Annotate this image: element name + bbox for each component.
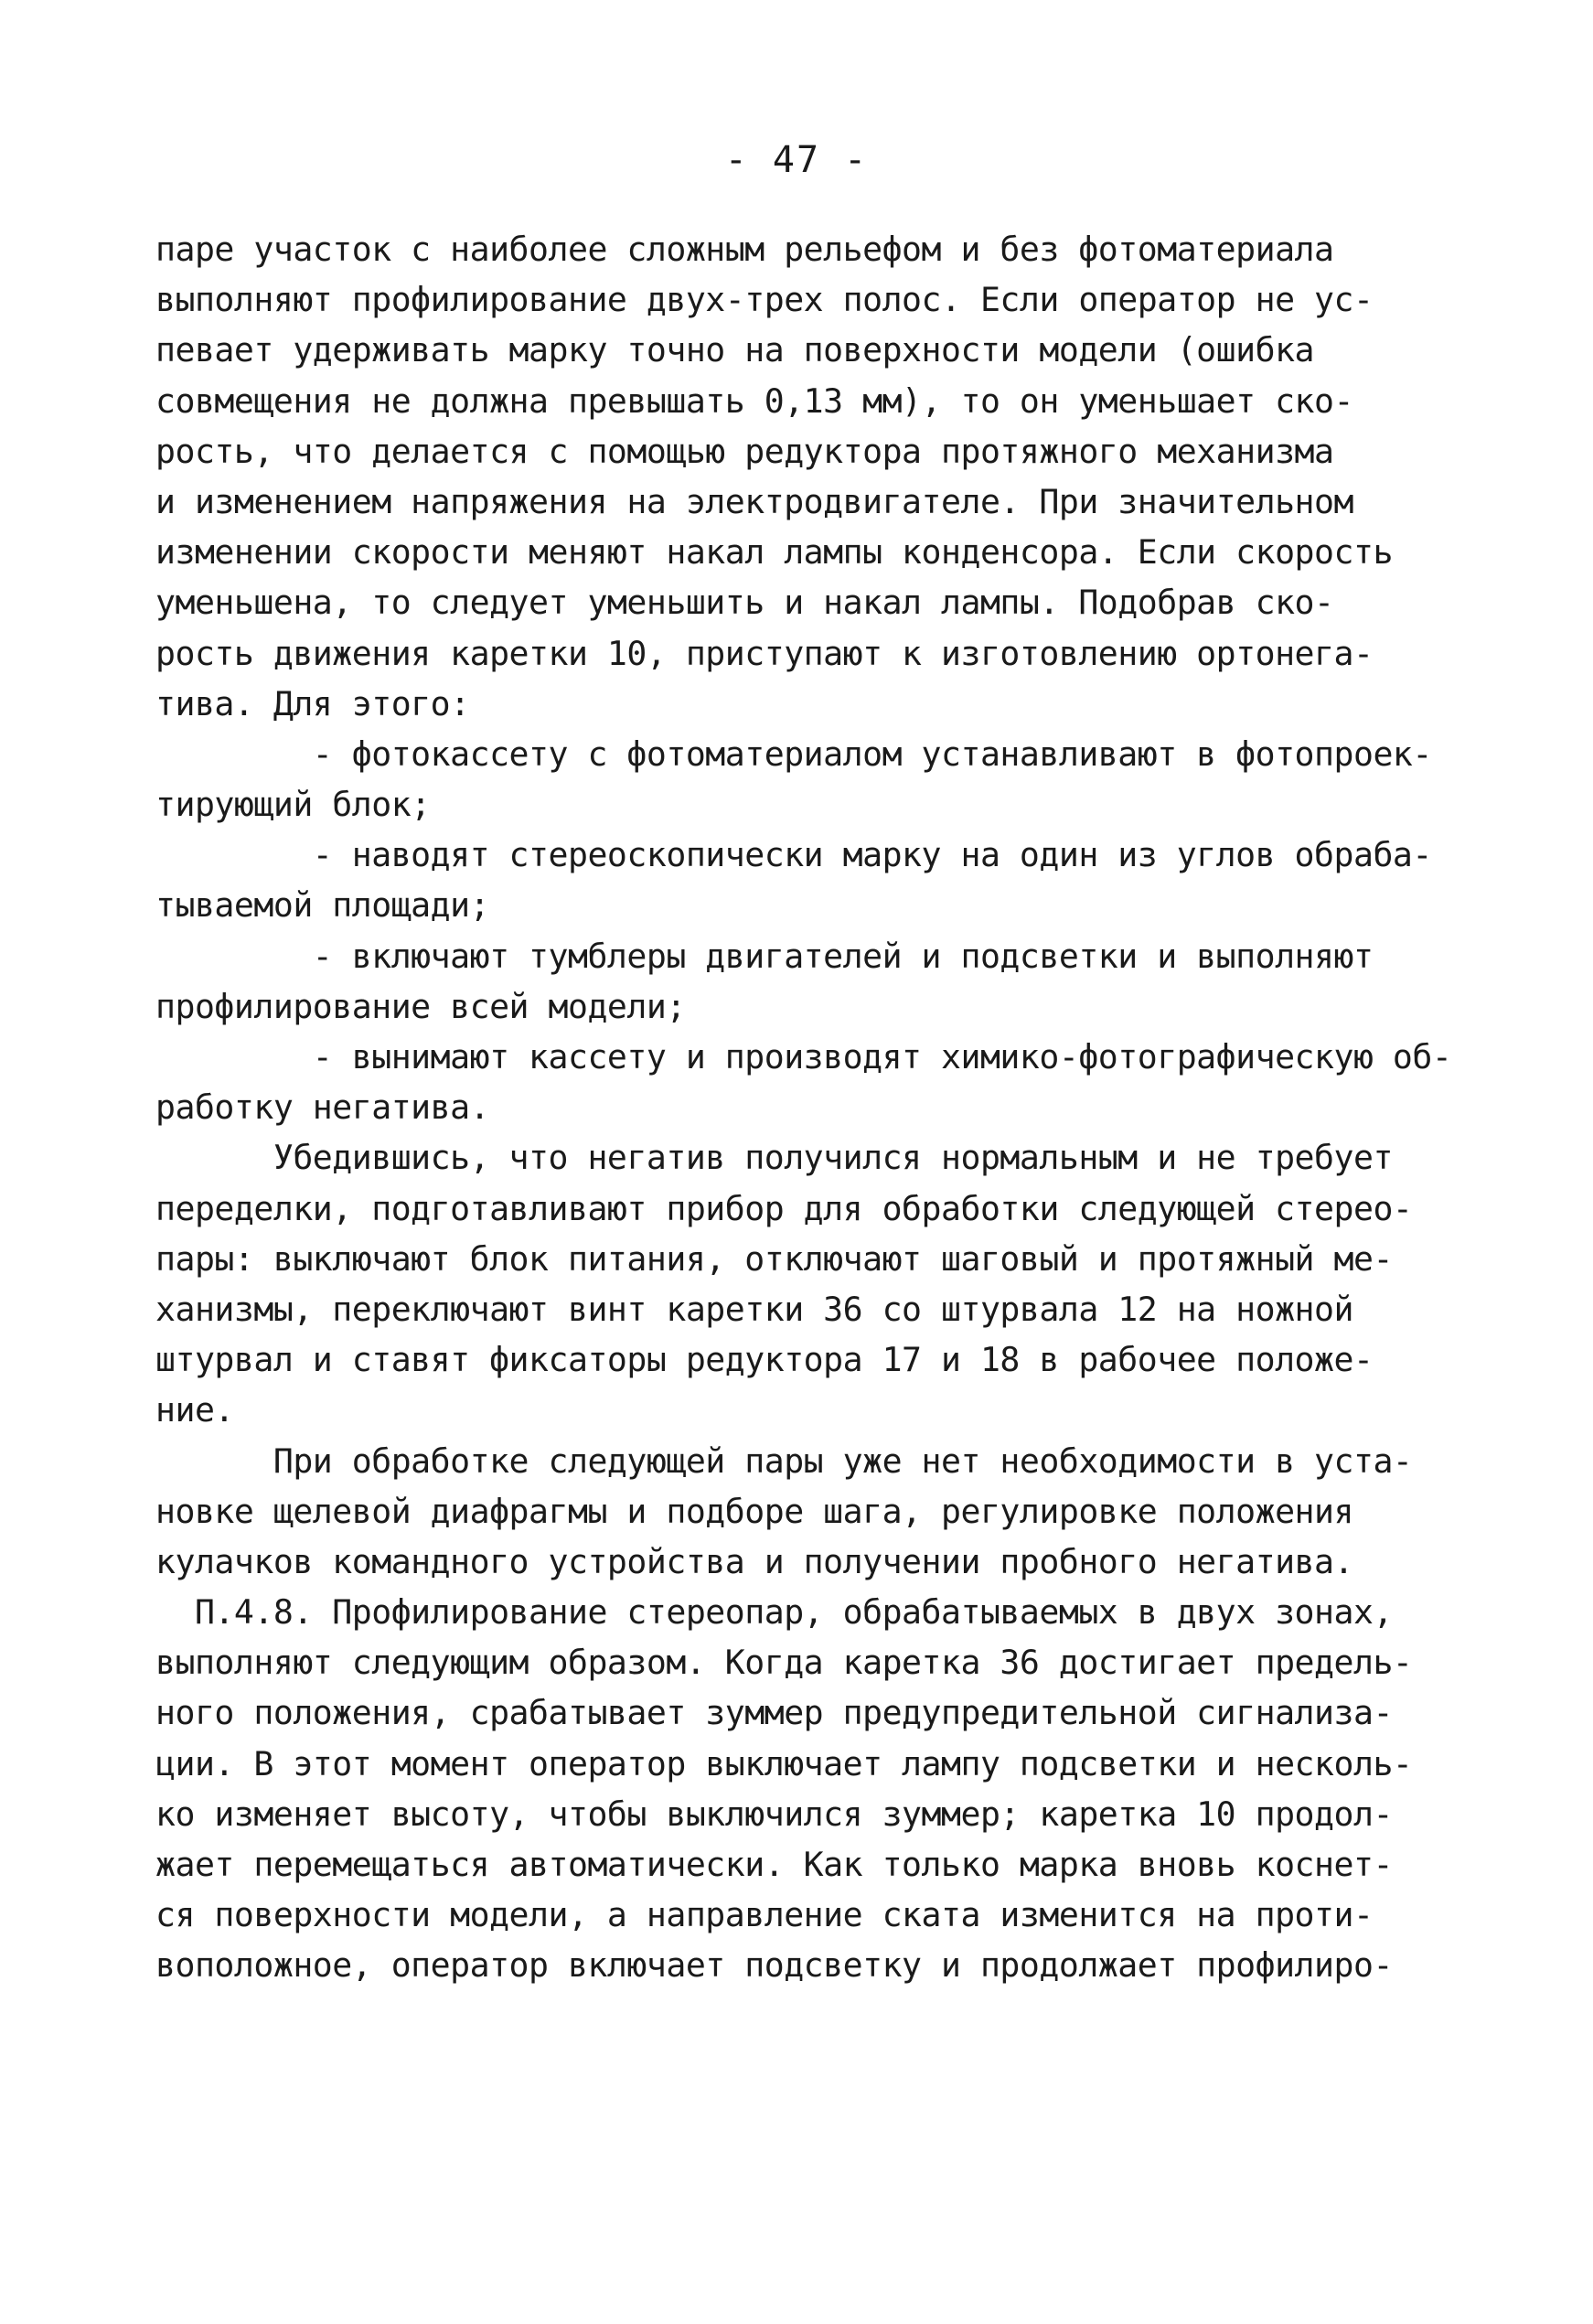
text-line: тирующий блок; <box>155 785 431 825</box>
text-line: ного положения, срабатывает зуммер предупредительной сигнализа- <box>155 1693 1393 1733</box>
text-line: выполняют следующим образом. Когда каретка 36 достигает предель- <box>155 1643 1413 1683</box>
text-line: изменении скорости меняют накал лампы конденсора. Если скорость <box>155 532 1393 573</box>
text-line: ко изменяет высоту, чтобы выключился зуммер; каретка 10 продол- <box>155 1794 1393 1834</box>
text-line: певает удерживать марку точно на поверхности модели (ошибка <box>155 330 1315 370</box>
text-line: совмещения не должна превышать 0,13 мм), то он уменьшает ско- <box>155 380 1353 421</box>
text-line: новке щелевой диафрагмы и подборе шага, регулировке положения <box>155 1491 1353 1531</box>
text-line: жает перемещаться автоматически. Как только марка вновь коснет- <box>155 1845 1393 1884</box>
text-line: воположное, оператор включает подсветку и продолжает профилиро- <box>155 1945 1393 1986</box>
text-line: рость, что делается с помощью редуктора протяжного механизма <box>155 431 1334 471</box>
text-line: - вынимают кассету и производят химико-фотографическую об- <box>155 1037 1452 1076</box>
text-line: паре участок с наиболее сложным рельефом и без фотоматериала <box>155 230 1334 269</box>
text-line: штурвал и ставят фиксаторы редуктора 17 и 18 в рабочее положе- <box>155 1340 1374 1380</box>
text-line: Убедившись, что негатив получился нормальным и не требует <box>155 1138 1393 1178</box>
text-line: ся поверхности модели, а направление ската изменится на проти- <box>155 1895 1374 1935</box>
text-line: При обработке следующей пары уже нет необходимости в уста- <box>155 1440 1413 1481</box>
text-line: - фотокассету с фотоматериалом устанавливают в фотопроек- <box>155 734 1432 774</box>
text-line: тываемой площади; <box>155 885 490 926</box>
text-line: работку негатива. <box>155 1087 490 1128</box>
text-line: выполняют профилирование двух-трех полос. Если оператор не ус- <box>155 280 1374 320</box>
text-line: П.4.8. Профилирование стереопар, обрабатываемых в двух зонах, <box>155 1592 1393 1633</box>
page-number: - 47 - <box>724 139 869 181</box>
text-line: ние. <box>155 1390 234 1430</box>
text-line: и изменением напряжения на электродвигателе. При значительном <box>155 481 1353 521</box>
text-line: профилирование всей модели; <box>155 986 686 1026</box>
text-line: - наводят стереоскопически марку на один из углов обраба- <box>155 835 1432 875</box>
text-line: ханизмы, переключают винт каретки 36 со штурвала 12 на ножной <box>155 1289 1353 1329</box>
text-line: кулачков командного устройства и получении пробного негатива. <box>155 1541 1353 1581</box>
body-text <box>155 224 1472 1991</box>
text-line: рость движения каретки 10, приступают к изготовлению ортонега- <box>155 633 1374 673</box>
text-line: переделки, подготавливают прибор для обработки следующей стерео- <box>155 1188 1413 1228</box>
text-line: ции. В этот момент оператор выключает лампу подсветки и несколь- <box>155 1743 1413 1783</box>
text-line: тива. Для этого: <box>155 683 470 723</box>
text-line: - включают тумблеры двигателей и подсветки и выполняют <box>155 936 1374 976</box>
text-line: пары: выключают блок питания, отключают шаговый и протяжный ме- <box>155 1238 1393 1279</box>
text-line: уменьшена, то следует уменьшить и накал лампы. Подобрав ско- <box>155 583 1334 623</box>
